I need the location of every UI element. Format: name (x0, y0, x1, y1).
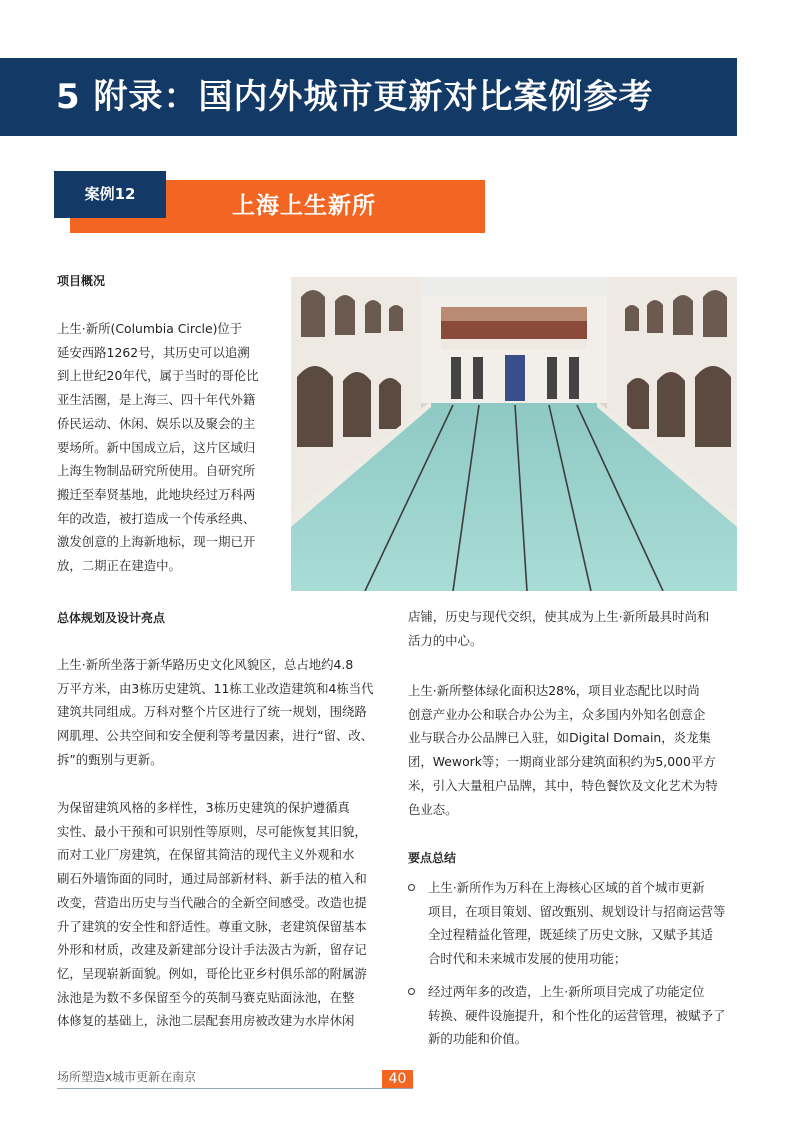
text-line: 体修复的基础上，泳池二层配套用房被改建为水岸休闲 (57, 1013, 355, 1029)
text-line: 侨民运动、休闲、娱乐以及聚会的主 (57, 415, 256, 431)
text-line: 亚生活圈，是上海三、四十年代外籍 (57, 392, 256, 408)
text-line: 实性、最小干预和可识别性等原则，尽可能恢复其旧貌， (57, 823, 367, 839)
planning-paragraph-1 (57, 653, 392, 772)
text-line: 上生·新所坐落于新华路历史文化风貌区，总占地约4.8 (57, 657, 354, 672)
text-line: 项目，在项目策划、留改甄别、规划设计与招商运营等 (428, 903, 726, 919)
case-tag: 案例12 (54, 171, 166, 218)
bullet-circle-icon (408, 988, 415, 995)
text-line: 要场所。新中国成立后，这片区域归 (57, 439, 256, 455)
bullet-circle-icon (408, 884, 415, 891)
case-name: 上海上生新所 (232, 193, 376, 219)
planning-heading: 总体规划及设计亮点 (57, 611, 166, 625)
overview-paragraph (57, 317, 287, 578)
text-line: 上生·新所(Columbia Circle)位于 (57, 321, 243, 336)
text-line: 上生·新所作为万科在上海核心区域的首个城市更新 (428, 880, 705, 895)
text-line: 网肌理、公共空间和安全便利等考量因素，进行“留、改、 (57, 728, 374, 744)
text-line: 忆，呈现崭新面貌。例如，哥伦比亚乡村俱乐部的附属游 (57, 965, 367, 981)
text-line: 经过两年多的改造，上生·新所项目完成了功能定位 (428, 984, 705, 999)
footer-divider (57, 1088, 413, 1089)
pool-illustration (291, 277, 737, 591)
text-line: 团，Wework等；一期商业部分建筑面积约为5,000平方 (408, 754, 716, 770)
pool-courtyard-photo (291, 277, 737, 591)
text-line: 外形和材质，改建及新建部分设计手法汲古为新，留存记 (57, 942, 367, 958)
text-line: 改变，营造出历史与当代融合的全新空间感受。改造也提 (57, 894, 367, 910)
bullet-text (428, 980, 748, 1051)
text-line: 年的改造，被打造成一个传承经典、 (57, 510, 256, 526)
text-line: 万平方米，由3栋历史建筑、11栋工业改造建筑和4栋当代 (57, 680, 374, 696)
planning-paragraph-4 (408, 679, 743, 821)
text-line: 放，二期正在建造中。 (57, 558, 181, 574)
text-line: 泳池是为数不多保留至今的英制马赛克贴面泳池，在整 (57, 989, 355, 1005)
text-line: 新的功能和价值。 (428, 1031, 528, 1047)
text-line: 升了建筑的安全性和舒适性。尊重文脉，老建筑保留基本 (57, 918, 367, 934)
text-line: 全过程精益化管理，既延续了历史文脉，又赋予其适 (428, 927, 713, 943)
overview-heading: 项目概况 (57, 274, 106, 288)
text-line: 上海生物制品研究所使用。自研究所 (57, 463, 256, 479)
text-line: 延安西路1262号，其历史可以追溯 (57, 344, 250, 360)
text-line: 上生·新所整体绿化面积达28%，项目业态配比以时尚 (408, 683, 700, 698)
text-line: 转换、硬件设施提升，和个性化的运营管理，被赋予了 (428, 1007, 726, 1023)
summary-heading: 要点总结 (408, 851, 457, 865)
text-line: 创意产业办公和联合办公为主，众多国内外知名创意企 (408, 706, 706, 722)
text-line: 而对工业厂房建筑，在保留其简洁的现代主义外观和水 (57, 847, 355, 863)
text-line: 搬迁至奉贤基地，此地块经过万科两 (57, 486, 256, 502)
text-line: 建筑共同组成。万科对整个片区进行了统一规划，围绕路 (57, 704, 367, 720)
planning-paragraph-2 (57, 796, 392, 1033)
footer-text: 场所塑造x城市更新在南京 (57, 1070, 197, 1084)
planning-paragraph-3 (408, 605, 743, 652)
text-line: 活力的中心。 (408, 632, 483, 648)
text-line: 拆”的甄别与更新。 (57, 751, 163, 767)
text-line: 激发创意的上海新地标，现一期已开 (57, 534, 256, 550)
text-line: 色业态。 (408, 801, 458, 817)
text-line: 合时代和未来城市发展的使用功能； (428, 951, 627, 967)
text-line: 米，引入大量租户品牌，其中，特色餐饮及文化艺术为特 (408, 777, 718, 793)
bullet-text (428, 876, 748, 971)
page-number: 40 (382, 1070, 413, 1088)
text-line: 到上世纪20年代，属于当时的哥伦比 (57, 368, 259, 384)
text-line: 为保留建筑风格的多样性，3栋历史建筑的保护遵循真 (57, 800, 350, 815)
chapter-title: 5 附录：国内外城市更新对比案例参考 (56, 77, 654, 117)
text-line: 店铺，历史与现代交织，使其成为上生·新所最具时尚和 (408, 609, 710, 624)
chapter-title-band (0, 58, 737, 136)
text-line: 业与联合办公品牌已入驻，如Digital Domain，炎龙集 (408, 730, 711, 746)
text-line: 刷石外墙饰面的同时，通过局部新材料、新手法的植入和 (57, 871, 367, 887)
